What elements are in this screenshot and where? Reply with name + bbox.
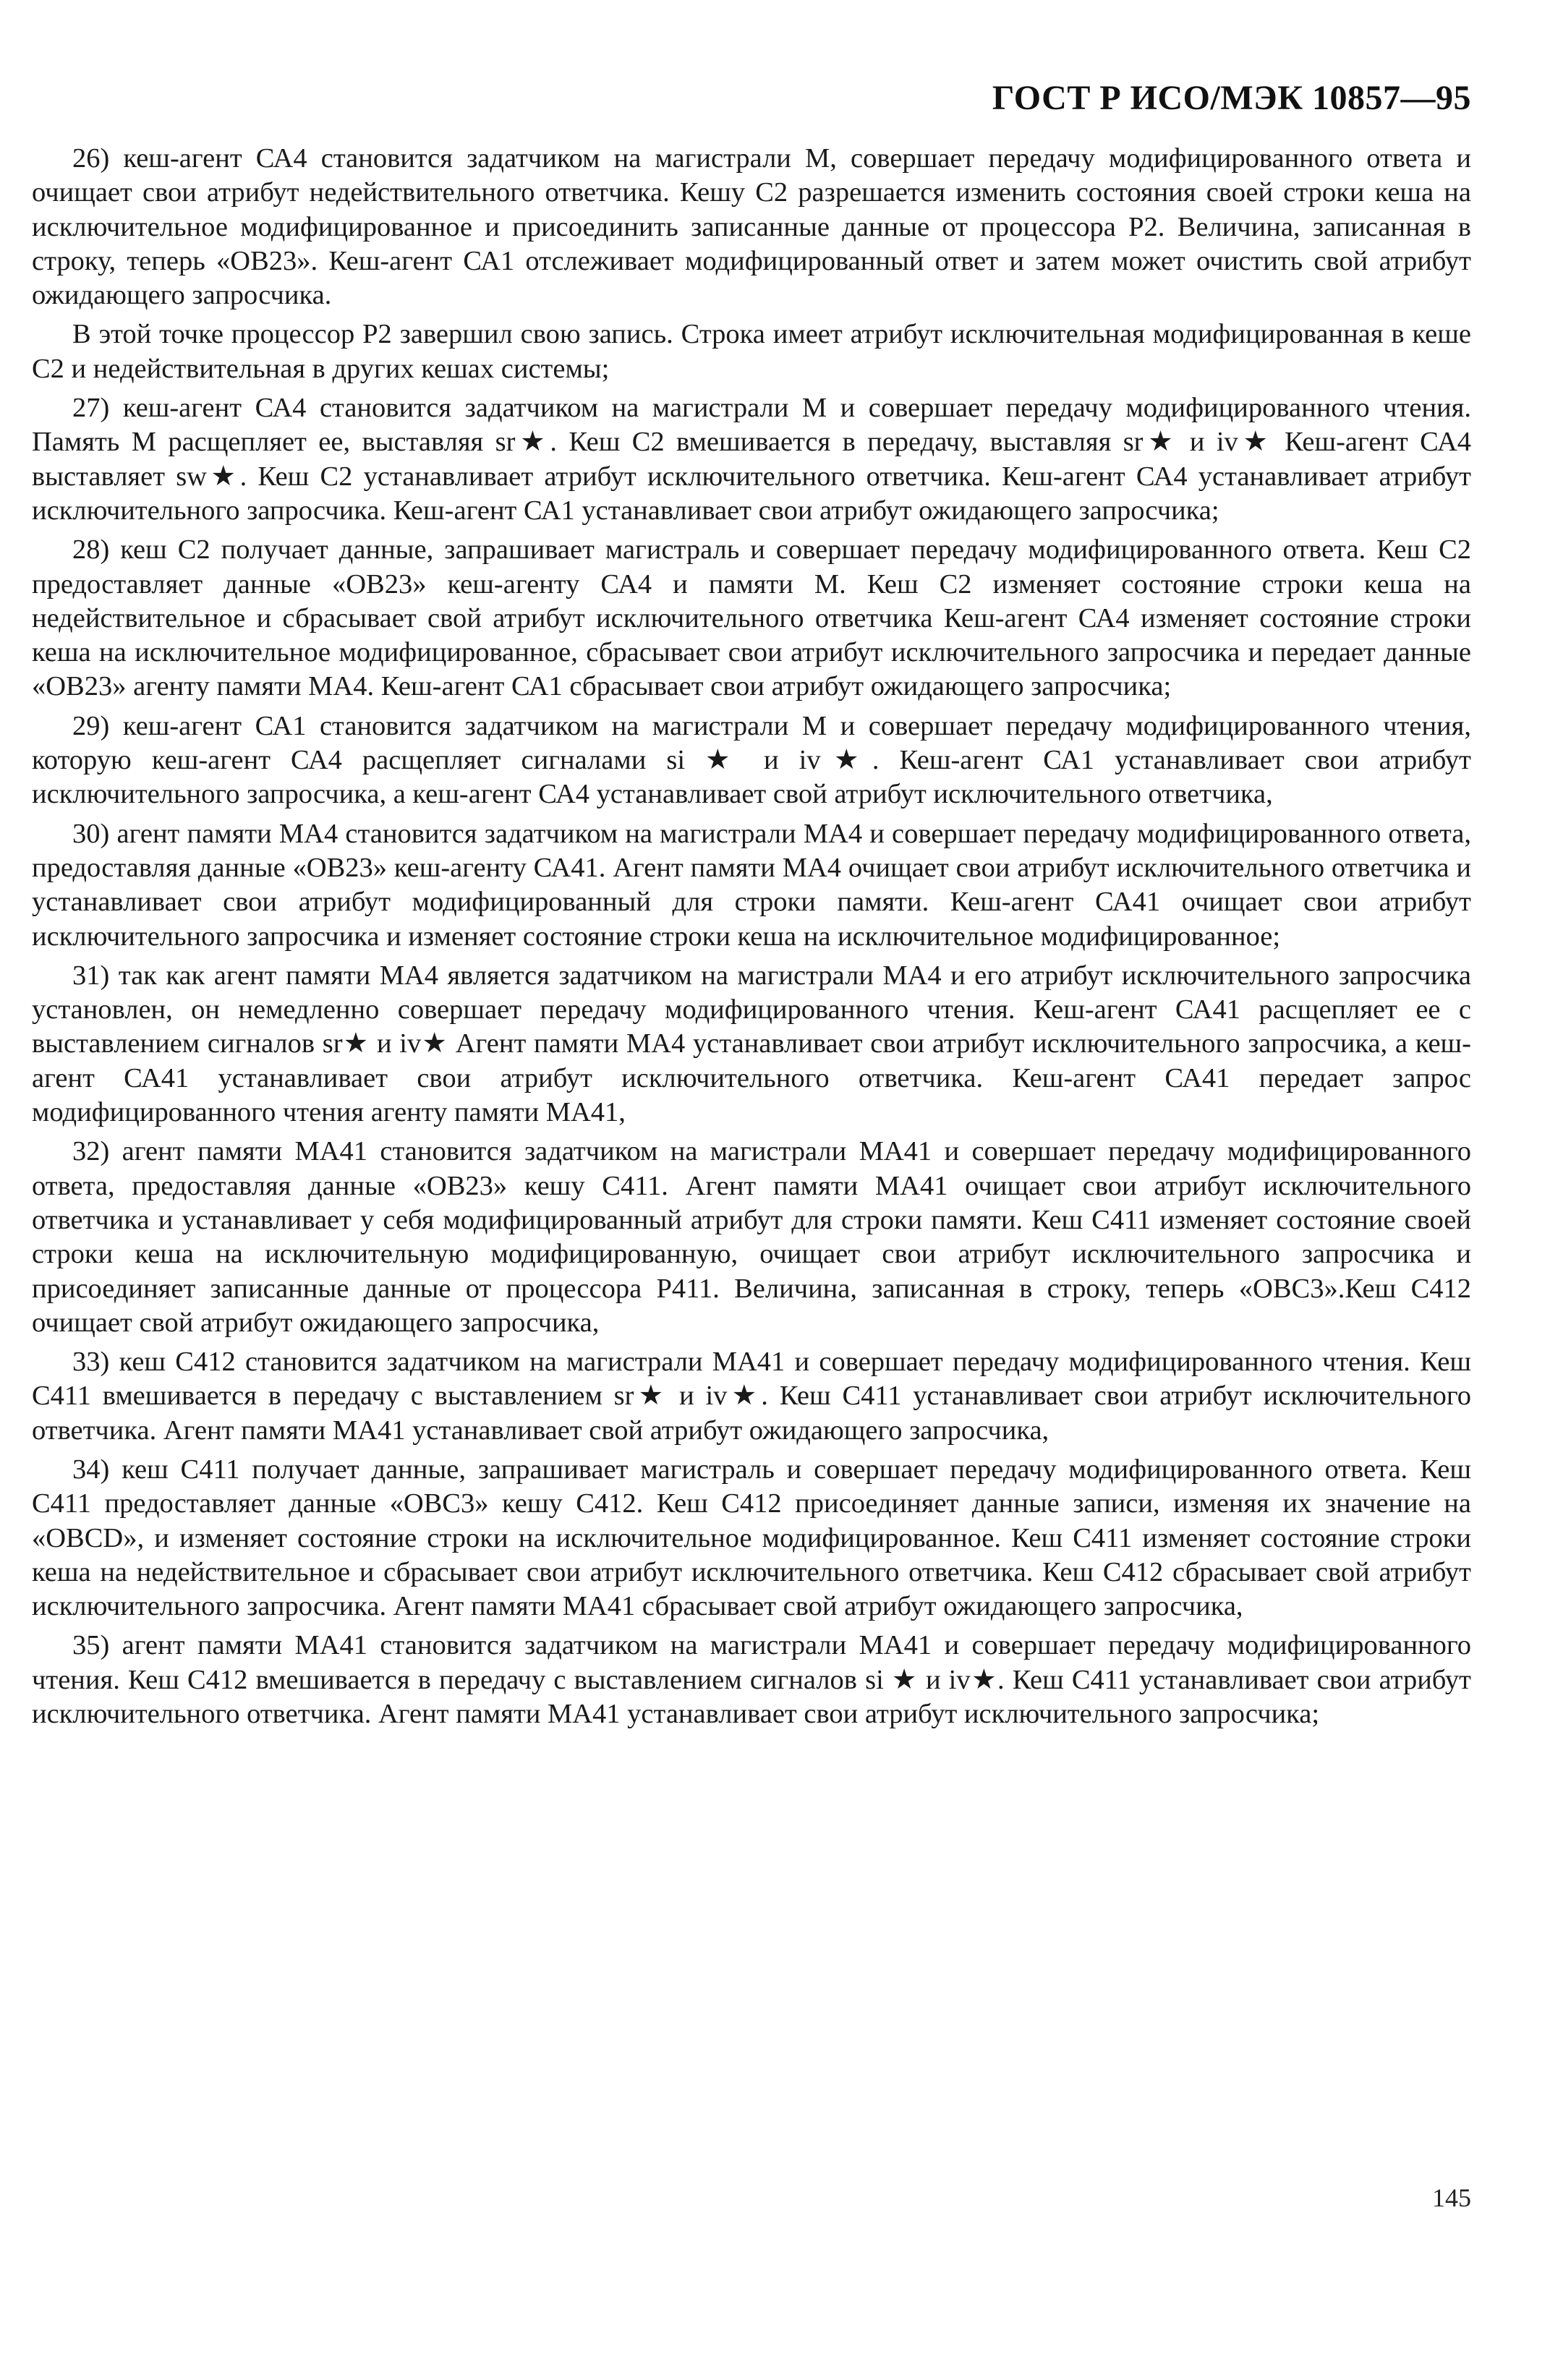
paragraph-33: 33) кеш С412 становится задатчиком на магистрали МА41 и совершает передачу модифицированного чтения. Кеш С411 вмешивается в передачу с выставлением sr★ и iv★. Кеш С411 устанавливает свои атрибут исключительного ответчика. Агент памяти МА41 устанавливает свой атрибут ожидающего запросчика, [32,1347,1471,1446]
paragraph-29: 29) кеш-агент СА1 становится задатчиком на магистрали М и совершает передачу модифицированного чтения, которую кеш-агент СА4 расщепляет сигналами si ★ и iv★. Кеш-агент СА1 устанавливает свои атрибут исключительного запросчика, а кеш-агент СА4 устанавливает свой атрибут исключительного ответчика, [32,710,1471,810]
paragraph-26: 26) кеш-агент СА4 становится задатчиком на магистрали М, совершает передачу модифицированного ответа и очищает свои атрибут недействительного ответчика. Кешу С2 разрешается изменить состояния своей строки кеша на исключительное модифицированное и присоединить записанные данные от процессора Р2. Величина, записанная в строку, теперь «ОВ23». Кеш-агент СА1 отслеживает модифицированный ответ и затем может очистить свой атрибут ожидающего запросчика. [32,143,1471,311]
paragraph-30: 30) агент памяти МА4 становится задатчиком на магистрали МА4 и совершает передачу модифицированного ответа, предоставляя данные «ОВ23» кеш-агенту СА41. Агент памяти МА4 очищает свои атрибут исключительного ответчика и устанавливает свои атрибут модифицированный для строки памяти. Кеш-агент СА41 очищает свои атрибут исключительного запросчика и изменяет состояние строки кеша на исключительное модифицированное; [32,818,1471,952]
paragraph-35: 35) агент памяти МА41 становится задатчиком на магистрали МА41 и совершает передачу модифицированного чтения. Кеш С412 вмешивается в передачу с выставлением сигналов si ★ и iv★. Кеш С411 устанавливает свои атрибут исключительного ответчика. Агент памяти МА41 устанавливает свои атрибут исключительного запросчика; [32,1630,1471,1730]
paragraph-31: 31) так как агент памяти МА4 является задатчиком на магистрали МА4 и его атрибут исключительного запросчика установлен, он немедленно совершает передачу модифицированного чтения. Кеш-агент СА41 расщепляет ее с выставлением сигналов sr★ и iv★ Агент памяти МА4 устанавливает свои атрибут исключительного запросчика, а кеш-агент СА41 устанавливает свои атрибут исключительного ответчика. Кеш-агент СА41 передает запрос модифицированного чтения агенту памяти МА41, [32,960,1471,1128]
paragraph-32: 32) агент памяти МА41 становится задатчиком на магистрали МА41 и совершает передачу модифицированного ответа, предоставляя данные «ОВ23» кешу С411. Агент памяти МА41 очищает свои атрибут исключительного ответчика и устанавливает у себя модифицированный атрибут для строки памяти. Кеш С411 изменяет состояние своей строки кеша на исключительную модифицированную, очищает свои атрибут исключительного запросчика и присоединяет записанные данные от процессора Р411. Величина, записанная в строку, теперь «ОВС3».Кеш С412 очищает свой атрибут ожидающего запросчика, [32,1136,1471,1338]
paragraph-note: В этой точке процессор Р2 завершил свою запись. Строка имеет атрибут исключительная модифицированная в кеше С2 и недействительная в других кешах системы; [32,319,1471,384]
paragraph-34: 34) кеш С411 получает данные, запрашивает магистраль и совершает передачу модифицированного ответа. Кеш С411 предоставляет данные «ОВС3» кешу С412. Кеш С412 присоединяет данные записи, изменяя их значение на «ОВСD», и изменяет состояние строки на исключительное модифицированное. Кеш С411 изменяет состояние строки кеша на недействительное и сбрасывает свои атрибут исключительного ответчика. Кеш С412 сбрасывает свой атрибут исключительного запросчика. Агент памяти МА41 сбрасывает свой атрибут ожидающего запросчика, [32,1454,1471,1622]
paragraph-27: 27) кеш-агент СА4 становится задатчиком на магистрали М и совершает передачу модифицированного чтения. Память М расщепляет ее, выставляя sr★. Кеш С2 вмешивается в передачу, выставляя sr★ и iv★ Кеш-агент СА4 выставляет sw★. Кеш С2 устанавливает атрибут исключительного ответчика. Кеш-агент СА4 устанавливает атрибут исключительного запросчика. Кеш-агент СА1 устанавливает свои атрибут ожидающего запросчика; [32,393,1471,526]
document-header: ГОСТ Р ИСО/МЭК 10857—95 [992,79,1471,117]
document-page [32,0,1471,2380]
page-number: 145 [1432,2183,1471,2212]
paragraph-28: 28) кеш С2 получает данные, запрашивает магистраль и совершает передачу модифицированного ответа. Кеш С2 предоставляет данные «ОВ23» кеш-агенту СА4 и памяти М. Кеш С2 изменяет состояние строки кеша на недействительное и сбрасывает свой атрибут исключительного ответчика Кеш-агент СА4 изменяет состояние строки кеша на исключительное модифицированное, сбрасывает свои атрибут исключительного запросчика и передает данные «ОВ23» агенту памяти МА4. Кеш-агент СА1 сбрасывает свои атрибут ожидающего запросчика; [32,534,1471,702]
body-text [32,142,1471,1736]
